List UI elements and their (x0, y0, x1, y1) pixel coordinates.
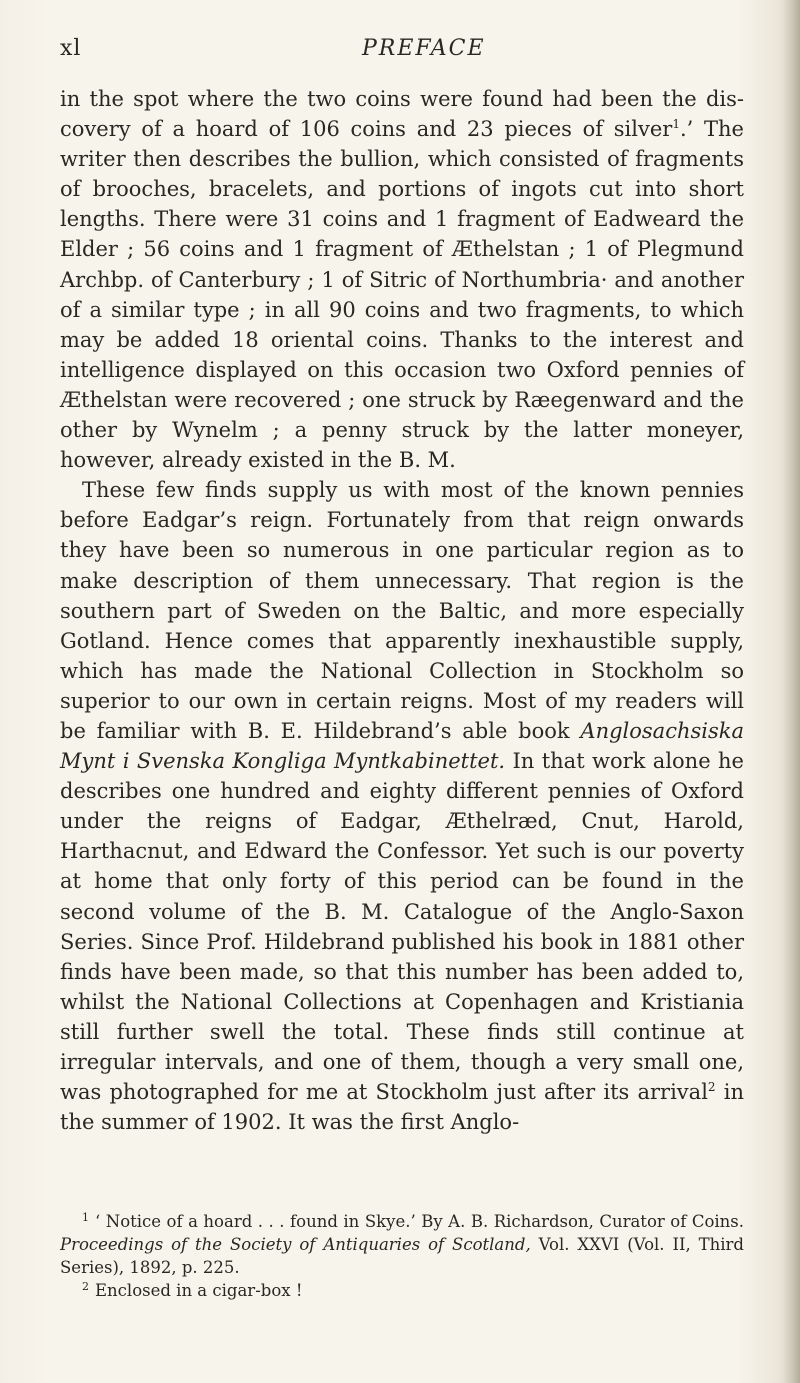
book-title: Anglosachsiska Mynt i Svenska Kongliga Myntkabinettet. (60, 718, 744, 774)
paragraph-1-text-a: in the spot where the two coins were found had been the discovery of a hoard of 106 coins and 23 pieces of silver (60, 87, 744, 142)
footnote-2-text: Enclosed in a cigar-box ! (95, 1281, 303, 1300)
paragraph-1 (60, 84, 744, 475)
journal-title: Proceedings of the Society of Antiquaries of Scotland, (60, 1235, 531, 1254)
body-text (60, 84, 744, 1137)
footnote-1-text-a: ‘ Notice of a hoard . . . found in Skye.’ By A. B. Richardson, Curator of Coins. (95, 1212, 744, 1231)
footnote-ref-1: 1 (672, 117, 680, 132)
footnote-mark-2: 2 (82, 1280, 89, 1293)
footnotes (60, 1210, 744, 1302)
running-head (60, 36, 740, 76)
paragraph-2 (60, 475, 744, 1137)
running-title: PREFACE (362, 36, 486, 61)
paragraph-2-text-c: in the summer of 1902. It was the first Anglo- (60, 1080, 745, 1135)
paragraph-1-text-b: .’ The writer then describes the bullion, which consisted of fragments of brooches, bracelets, and portions of ingots cut into short lengths. There were 31 coins and 1 fragment of Eadweard the Elder ; 56 coins and 1 fragment of Æthelstan ; 1 of Plegmund Archbp. of Canterbury ; 1 of Sitric of Northumbria· and another of a similar type ; in all 90 coins and two fragments, to which may be added 18 oriental coins. Thanks to the interest and intelligence displayed on this occasion two Oxford pennies of Æthelstan were recovered ; one struck by Ræegenward and the other by Wynelm ; a penny struck by the latter moneyer, however, already existed in the B. M. (60, 117, 744, 473)
page-number: xl (60, 36, 82, 61)
footnote-1-text-b: Vol. XXVI (Vol. II, Third Series), 1892, p. 225. (60, 1235, 744, 1277)
page-edge-shadow (782, 0, 800, 1383)
paragraph-2-text-b: In that work alone he describes one hundred and eighty different pennies of Oxford under the reigns of Eadgar, Æthelræd, Cnut, Harold, Harthacnut, and Edward the Confessor. Yet such is our poverty at home that only forty of this period can be found in the second volume of the B. M. Catalogue of the Anglo-Saxon Series. Since Prof. Hildebrand published his book in 1881 other finds have been made, so that this number has been added to, whilst the National Collections at Copenhagen and Kristiania still further swell the total. These finds still continue at irregular intervals, and one of them, though a very small one, was photographed for me at Stockholm just after its arrival (60, 749, 744, 1105)
footnote-ref-2: 2 (707, 1080, 716, 1095)
footnote-1 (60, 1210, 744, 1279)
footnote-2 (60, 1279, 744, 1302)
footnote-mark-1: 1 (82, 1211, 89, 1224)
paragraph-2-text-a: These few finds supply us with most of the known pennies before Eadgar’s reign. Fortunately from that reign onwards they have been so numerous in one particular region as to make description of them unnecessary. That region is the southern part of Sweden on the Baltic, and more especially Gotland. Hence comes that apparently inexhaustible supply, which has made the National Collection in Stockholm so superior to our own in certain reigns. Most of my readers will be familiar with B. E. Hildebrand’s able book (60, 478, 744, 743)
